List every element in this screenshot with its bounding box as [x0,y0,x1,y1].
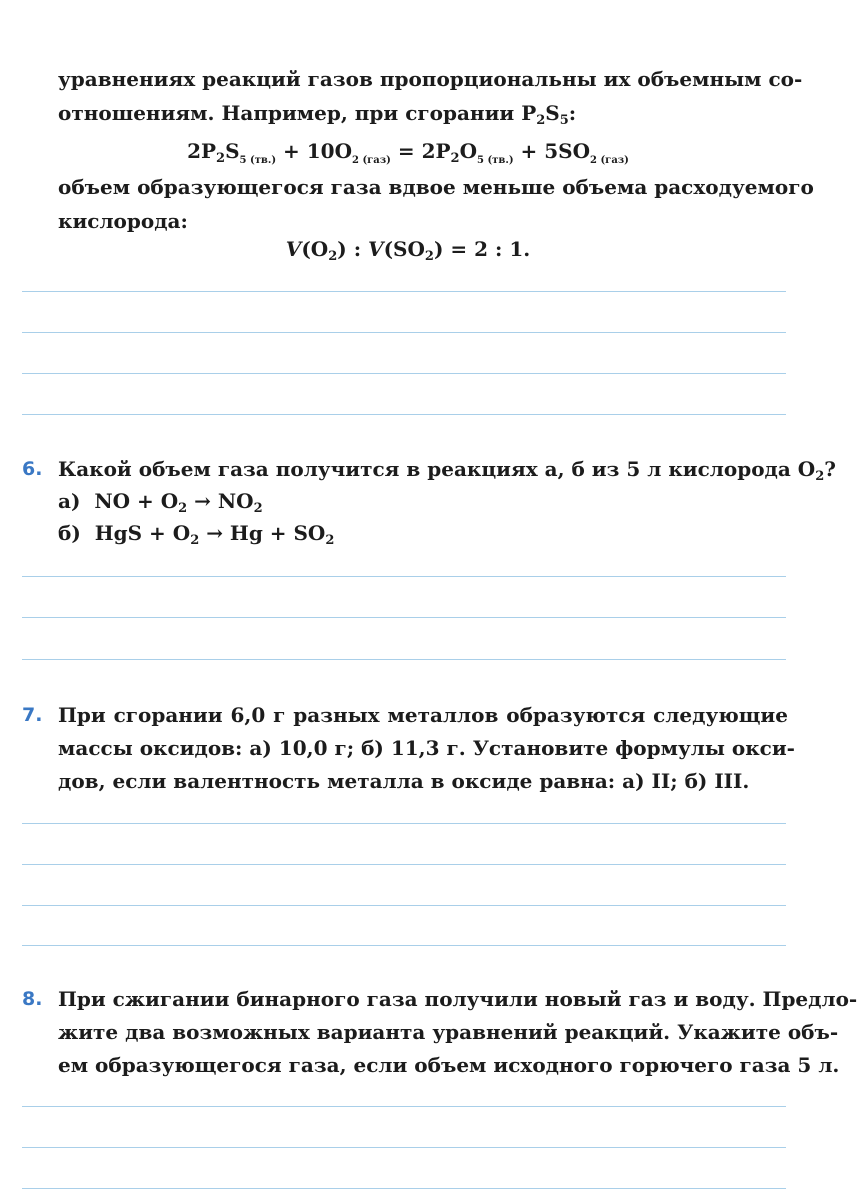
question-7-line-3: дов, если валентность металла в оксиде равна: а) II; б) III. [58,769,750,793]
question-6-item-a: а) NO + $O_2 \to NO_2$ [58,489,263,516]
reaction-equation: $2P_2S_{5 (тв.)} + 10O_{2 (газ)} = 2P_2O_{5 (тв.)} + 5SO_{2 (газ)}$ [187,139,629,166]
question-8-line-3: ем образующегося газа, если объем исходного горючего газа 5 л. [58,1053,840,1077]
answer-line[interactable] [22,576,786,577]
question-8-number: 8. [22,988,43,1010]
question-6-item-b: б) HgS + $O_2 \to Hg + SO_2$ [58,521,335,548]
intro-line-3: объем образующегося газа вдвое меньше объема расходуемого [58,175,814,199]
question-8-line-2: жите два возможных варианта уравнений реакций. Укажите объ- [58,1020,839,1044]
answer-line[interactable] [22,373,786,374]
answer-line[interactable] [22,1106,786,1107]
answer-line[interactable] [22,1188,786,1189]
volume-ratio: $V(O_2)$ : $V(SO_2) = 2$ : 1. [285,237,531,264]
answer-line[interactable] [22,905,786,906]
answer-line[interactable] [22,864,786,865]
question-8-line-1: При сжигании бинарного газа получили новый газ и воду. Предло- [58,987,857,1011]
intro-line-2: отношениям. Например, при сгорании $P_2S_5$: [58,101,577,128]
question-7-number: 7. [22,704,43,726]
intro-line-4: кислорода: [58,209,188,233]
answer-line[interactable] [22,617,786,618]
question-7-line-2: массы оксидов: а) 10,0 г; б) 11,3 г. Установите формулы окси- [58,736,795,760]
question-6-number: 6. [22,458,43,480]
answer-line[interactable] [22,945,786,946]
question-7-line-1: При сгорании 6,0 г разных металлов образуются следующие [58,703,788,727]
answer-line[interactable] [22,414,786,415]
answer-line[interactable] [22,823,786,824]
answer-line[interactable] [22,659,786,660]
question-6-text: Какой объем газа получится в реакциях а, б из 5 л кислорода $O_2$? [58,457,836,484]
answer-line[interactable] [22,291,786,292]
answer-line[interactable] [22,332,786,333]
answer-line[interactable] [22,1147,786,1148]
intro-line-1: уравнениях реакций газов пропорциональны их объемным со- [58,67,803,91]
